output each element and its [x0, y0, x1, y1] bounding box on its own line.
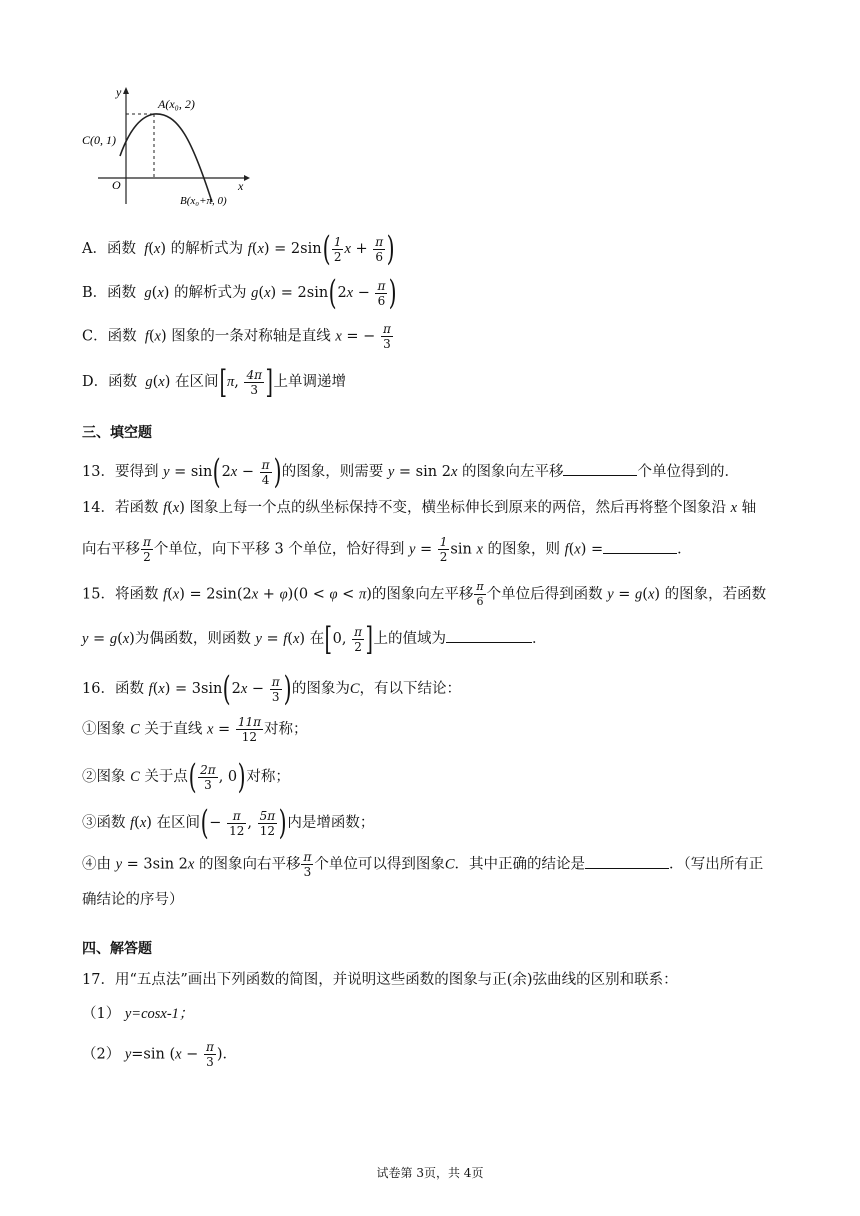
point-c-label: C(0, 1) [82, 133, 116, 147]
blank-14[interactable] [603, 539, 677, 554]
blank-15[interactable] [446, 628, 532, 643]
point-b-label: B(x₀+π, 0) [180, 195, 227, 207]
function-graph-figure [82, 80, 262, 212]
question-15-line-1: 15．将函数 f(x) = 2sin(2x + φ)(0 < φ < π)的图象向左平移 $\frac{\pi}{6}$ 个单位后得到函数 y = g(x) 的图象，若函数 [82, 580, 767, 608]
section-3-title: 三、填空题 [82, 425, 152, 441]
option-a: A．函数 f(x) 的解析式为 f(x) = 2sin( $\frac{1}{2}$ x + $\frac{\pi}{6}$ ) [82, 229, 395, 269]
sine-curve [120, 114, 212, 202]
origin-label: O [112, 178, 121, 192]
question-15-line-2: y = g(x)为偶函数，则函数 y = f(x) 在[0, $\frac{\pi}{2}$ ]上的值域为 ． [82, 620, 547, 658]
option-d: D．函数 g(x) 在区间[π, $\frac{4\pi}{3}$ ]上单调递增 [82, 363, 346, 401]
statement-1: ①图象 C 关于直线 x = $\frac{11\pi}{12}$ 对称； [82, 715, 308, 744]
x-axis-label: x [238, 179, 244, 193]
blank-13[interactable] [563, 461, 637, 476]
question-17-part-2: （2） y=sin (x − $\frac{\pi}{3}$ )． [82, 1040, 237, 1069]
statement-3: ③函数 f(x) 在区间(− $\frac{\pi}{12}$ , $\frac{5\pi}{12}$ )内是增函数； [82, 803, 375, 843]
y-axis-arrow [123, 87, 129, 94]
question-17: 17．用“五点法”画出下列函数的简图，并说明这些函数的图象与正(余)弦曲线的区别和联系： [82, 972, 678, 988]
question-13: 13．要得到 y = sin(2x − $\frac{\pi}{4}$ )的图象，则需要 y = sin 2x 的图象向左平移 个单位得到的． [82, 452, 739, 492]
statement-2: ②图象 C 关于点( $\frac{2\pi}{3}$ , 0)对称； [82, 757, 290, 797]
blank-16[interactable] [585, 854, 669, 869]
question-16-head: 16．函数 f(x) = 3sin(2x − $\frac{\pi}{3}$ )的图象为C，有以下结论： [82, 669, 462, 709]
page-footer: 试卷第 3页，共 4页 [376, 1166, 484, 1180]
y-axis-label: y [116, 85, 122, 99]
question-14-line-1: 14．若函数 f(x) 图象上每一个点的纵坐标保持不变，横坐标伸长到原来的两倍，然后再将整个图象沿 x 轴 [82, 500, 757, 516]
option-c: C．函数 f(x) 图象的一条对称轴是直线 x = − $\frac{\pi}{3}$ [82, 322, 391, 351]
section-4-title: 四、解答题 [82, 941, 152, 957]
statement-4: ④由 y = 3sin 2x 的图象向右平移 $\frac{\pi}{3}$ 个单位可以得到图象C．其中正确的结论是 ．（写出所有正 [82, 850, 764, 879]
statement-4-tail: 确结论的序号） [82, 892, 184, 908]
point-a-label: A(x₀, 2) [158, 97, 195, 111]
question-17-part-1: （1） y=cosx-1； [82, 1006, 194, 1022]
option-b: B．函数 g(x) 的解析式为 g(x) = 2sin(2x − $\frac{\pi}{6}$ ) [82, 273, 397, 313]
question-14-line-2: 向右平移 $\frac{\pi}{2}$ 个单位，向下平移 3 个单位，恰好得到 y = $\frac{1}{2}$ sin x 的图象，则 f(x) = ． [82, 535, 692, 564]
x-axis-arrow [244, 175, 250, 181]
